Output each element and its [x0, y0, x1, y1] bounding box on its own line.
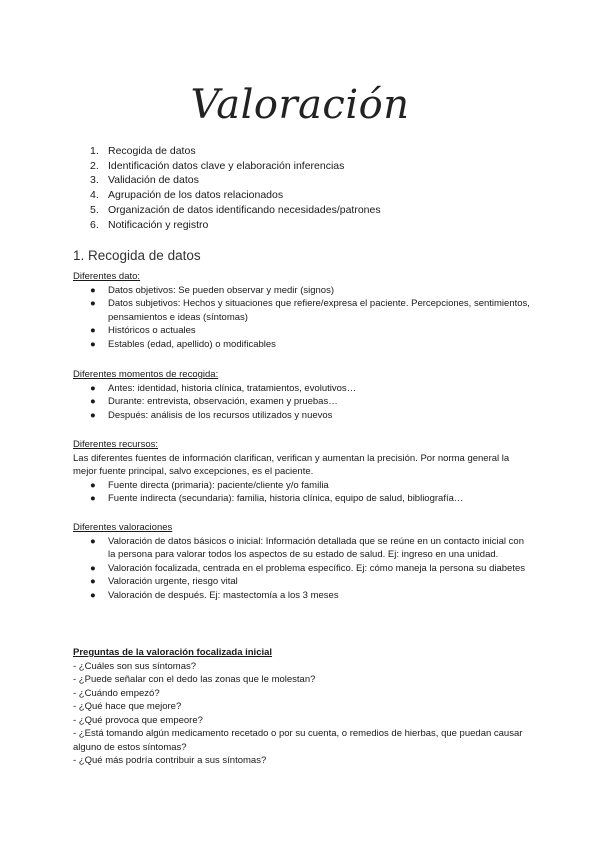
- list-item: ● Valoración focalizada, centrada en el problema específico. Ej: cómo maneja la persona su diabetes: [90, 562, 526, 574]
- bullet-icon: ●: [90, 298, 96, 309]
- page-title: Valoración: [190, 82, 410, 128]
- list-item: ● Valoración urgente, riesgo vital: [90, 576, 238, 587]
- toc-item: 4. Agrupación de los datos relacionados: [90, 189, 284, 202]
- bullet-icon: ●: [90, 382, 96, 394]
- section-subtitle: Diferentes dato:: [73, 271, 141, 282]
- list-item: ● Estables (edad, apellido) o modificables: [90, 338, 276, 350]
- list-item: ● Históricos o actuales: [90, 325, 196, 336]
- list-item: ● Después: análisis de los recursos utilizados y nuevos: [90, 409, 333, 421]
- bullet-icon: ●: [90, 396, 96, 407]
- list-item: - ¿Está tomando algún medicamento recetado o por su cuenta, o remedios de hierbas, que puedan causar alguno de estos síntomas?: [73, 728, 523, 753]
- preguntas-section: [73, 646, 533, 768]
- section-subtitle: Diferentes momentos de recogida:: [73, 369, 219, 380]
- list-item: ● Valoración de después. Ej: mastectomía a los 3 meses: [90, 589, 339, 601]
- list-item: ● Datos objetivos: Se pueden observar y medir (signos): [90, 284, 335, 296]
- momentos-section: [73, 368, 533, 422]
- bullet-icon: ●: [90, 284, 96, 296]
- bullet-icon: ●: [90, 589, 96, 601]
- bullet-icon: ●: [90, 576, 96, 587]
- bullet-icon: ●: [90, 493, 96, 504]
- list-item: - ¿Cuáles son sus síntomas?: [73, 660, 197, 672]
- list-item: ● Antes: identidad, historia clínica, tratamientos, evolutivos…: [90, 382, 357, 394]
- toc-item: 5. Organización de datos identificando necesidades/patrones: [90, 203, 381, 216]
- list-item: ● Fuente directa (primaria): paciente/cliente y/o familia: [90, 479, 329, 491]
- section-subtitle: Diferentes recursos:: [73, 439, 159, 450]
- section-heading: 1. Recogida de datos: [73, 248, 201, 263]
- recursos-paragraph: Las diferentes fuentes de información clarifican, verifican y aumentan la precisión. Por norma general la mejor fuente principal, salvo excepciones, es el paciente.: [73, 452, 510, 477]
- list-item: - ¿Puede señalar con el dedo las zonas que le molestan?: [73, 674, 316, 685]
- section-subtitle: Preguntas de la valoración focalizada inicial: [73, 647, 273, 658]
- bullet-icon: ●: [90, 325, 96, 336]
- list-item: - ¿Qué provoca que empeore?: [73, 714, 203, 726]
- bullet-icon: ●: [90, 562, 96, 574]
- table-of-contents: [90, 144, 381, 232]
- list-item: - ¿Cuándo empezó?: [73, 687, 160, 699]
- toc-item: 2. Identificación datos clave y elaboración inferencias: [90, 159, 345, 172]
- toc-item: 3. Validación de datos: [90, 174, 199, 187]
- toc-item: 1. Recogida de datos: [90, 145, 196, 157]
- list-item: - ¿Qué hace que mejore?: [73, 701, 182, 712]
- bullet-icon: ●: [90, 338, 96, 350]
- list-item: ● Fuente indirecta (secundaria): familia, historia clínica, equipo de salud, bibliografía…: [90, 493, 464, 504]
- bullet-icon: ●: [90, 479, 96, 491]
- list-item: ● Datos subjetivos: Hechos y situaciones que refiere/expresa el paciente. Percepciones, sentimientos, pensamientos e ideas (síntomas): [90, 298, 530, 323]
- recursos-section: [73, 438, 533, 506]
- toc-item: 6. Notificación y registro: [90, 218, 209, 231]
- list-item: ● Valoración de datos básicos o inicial: Información detallada que se reúne en un contacto inicial con la persona para valorar todos los aspectos de su estado de salud. Ej: ingreso en una unidad.: [90, 535, 524, 560]
- section-subtitle: Diferentes valoraciones: [73, 522, 173, 533]
- valoraciones-section: [73, 521, 533, 602]
- list-item: ● Durante: entrevista, observación, examen y pruebas…: [90, 396, 338, 407]
- list-item: - ¿Qué más podría contribuir a sus síntomas?: [73, 755, 267, 766]
- bullet-icon: ●: [90, 535, 96, 547]
- tipos-section: [73, 270, 533, 351]
- bullet-icon: ●: [90, 409, 96, 421]
